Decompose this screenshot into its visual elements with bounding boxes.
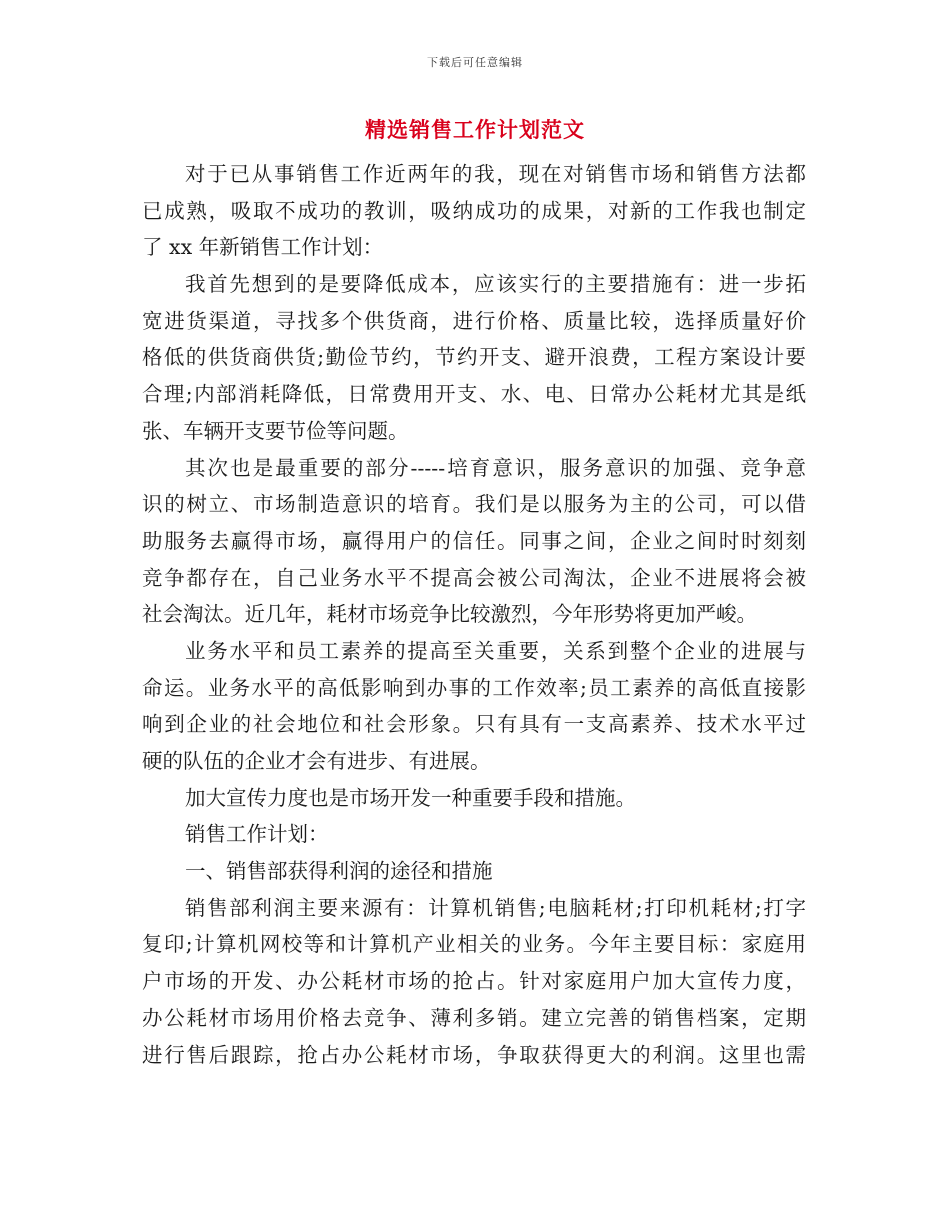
document-body (142, 156, 806, 1073)
body-line: 社会淘汰。近几年，耗材市场竞争比较激烈，今年形势将更加严峻。 (142, 602, 757, 627)
document-title: 精选销售工作计划范文 (365, 117, 585, 142)
body-line: 命运。业务水平的高低影响到办事的工作效率;员工素养的高低直接影 (142, 675, 806, 700)
body-line: 业务水平和员工素养的提高至关重要，关系到整个企业的进展与 (185, 638, 806, 663)
body-line: 识的树立、市场制造意识的培育。我们是以服务为主的公司，可以借 (142, 492, 806, 517)
body-line: 进行售后跟踪，抢占办公耗材市场，争取获得更大的利润。这里也需 (142, 1042, 806, 1067)
body-line: 了 xx 年新销售工作计划： (142, 235, 384, 260)
body-line: 复印;计算机网校等和计算机产业相关的业务。今年主要目标：家庭用 (142, 932, 806, 957)
body-line: 加大宣传力度也是市场开发一种重要手段和措施。 (185, 785, 636, 810)
body-line: 已成熟，吸取不成功的教训，吸纳成功的成果，对新的工作我也制定 (142, 198, 806, 223)
body-line: 硬的队伍的企业才会有进步、有进展。 (142, 749, 491, 773)
body-line: 办公耗材市场用价格去竞争、薄利多销。建立完善的销售档案，定期 (142, 1005, 806, 1030)
body-line: 户市场的开发、办公耗材市场的抢占。针对家庭用户加大宣传力度， (142, 969, 806, 994)
body-line: 宽进货渠道，寻找多个供货商，进行价格、质量比较，选择质量好价 (142, 308, 806, 333)
body-line: 张、车辆开支要节俭等问题。 (142, 418, 409, 443)
header-note: 下载后可任意编辑 (427, 56, 523, 69)
body-line: 格低的供货商供货;勤俭节约，节约开支、避开浪费，工程方案设计要 (142, 345, 806, 370)
body-line: 一、销售部获得利润的途径和措施 (185, 859, 493, 884)
body-line: 销售部利润主要来源有：计算机销售;电脑耗材;打印机耗材;打字 (185, 895, 806, 920)
body-line: 其次也是最重要的部分-----培育意识，服务意识的加强、竞争意 (185, 455, 806, 480)
body-line: 助服务去赢得市场，赢得用户的信任。同事之间，企业之间时时刻刻 (142, 528, 806, 553)
body-line: 响到企业的社会地位和社会形象。只有具有一支高素养、技术水平过 (142, 712, 806, 737)
body-line: 合理;内部消耗降低，日常费用开支、水、电、日常办公耗材尤其是纸 (142, 382, 806, 407)
body-line: 我首先想到的是要降低成本，应该实行的主要措施有：进一步拓 (185, 272, 806, 297)
body-line: 竞争都存在，自己业务水平不提高会被公司淘汰，企业不进展将会被 (142, 565, 806, 590)
body-line: 对于已从事销售工作近两年的我，现在对销售市场和销售方法都 (185, 162, 806, 186)
body-line: 销售工作计划： (185, 822, 329, 847)
